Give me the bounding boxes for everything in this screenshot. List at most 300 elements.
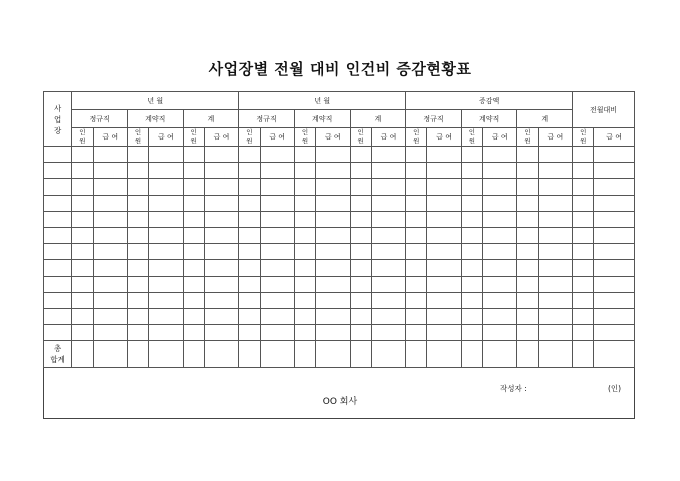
table-cell[interactable] <box>350 325 371 341</box>
table-cell[interactable] <box>260 195 294 211</box>
table-cell[interactable] <box>204 211 238 227</box>
table-cell[interactable] <box>461 163 482 179</box>
table-cell[interactable] <box>483 244 517 260</box>
unit-people: 인 원 <box>127 128 148 147</box>
table-cell[interactable] <box>371 325 405 341</box>
table-cell[interactable] <box>594 195 635 211</box>
table-cell[interactable] <box>260 276 294 292</box>
table-cell[interactable] <box>316 244 350 260</box>
table-cell[interactable] <box>538 325 572 341</box>
table-cell[interactable] <box>183 260 204 276</box>
table-cell[interactable] <box>517 147 538 163</box>
table-cell[interactable] <box>350 260 371 276</box>
unit-people: 인 원 <box>573 128 594 147</box>
table-cell[interactable] <box>573 179 594 195</box>
table-cell[interactable] <box>316 147 350 163</box>
table-cell[interactable] <box>461 211 482 227</box>
table-cell[interactable] <box>260 179 294 195</box>
table-cell[interactable] <box>483 276 517 292</box>
unit-people: 인 원 <box>72 128 93 147</box>
table-cell[interactable] <box>127 211 148 227</box>
group-change: 증감액 <box>406 92 573 110</box>
table-cell[interactable] <box>517 276 538 292</box>
table-cell[interactable] <box>239 211 260 227</box>
table-cell[interactable] <box>149 195 183 211</box>
table-cell[interactable] <box>350 276 371 292</box>
subheader-contract: 계약직 <box>294 110 350 128</box>
table-cell[interactable] <box>573 308 594 324</box>
total-cell[interactable] <box>316 341 350 368</box>
table-cell[interactable] <box>260 260 294 276</box>
table-cell[interactable] <box>239 195 260 211</box>
table-cell[interactable] <box>149 325 183 341</box>
table-cell[interactable] <box>371 211 405 227</box>
table-cell[interactable] <box>204 179 238 195</box>
total-cell[interactable] <box>538 341 572 368</box>
total-cell[interactable] <box>427 341 461 368</box>
table-cell[interactable] <box>573 325 594 341</box>
table-cell[interactable] <box>44 276 72 292</box>
table-cell[interactable] <box>427 276 461 292</box>
table-cell[interactable] <box>573 260 594 276</box>
table-cell[interactable] <box>427 292 461 308</box>
table-cell[interactable] <box>127 195 148 211</box>
table-cell[interactable] <box>72 276 93 292</box>
table-cell[interactable] <box>371 308 405 324</box>
table-cell[interactable] <box>483 179 517 195</box>
table-cell[interactable] <box>538 195 572 211</box>
table-cell[interactable] <box>93 276 127 292</box>
table-cell[interactable] <box>260 308 294 324</box>
table-cell[interactable] <box>294 276 315 292</box>
table-cell[interactable] <box>204 292 238 308</box>
table-cell[interactable] <box>127 147 148 163</box>
table-cell[interactable] <box>149 163 183 179</box>
table-cell[interactable] <box>461 260 482 276</box>
table-cell[interactable] <box>594 211 635 227</box>
table-row <box>44 276 635 292</box>
table-cell[interactable] <box>44 147 72 163</box>
table-cell[interactable] <box>127 292 148 308</box>
table-cell[interactable] <box>517 292 538 308</box>
table-cell[interactable] <box>183 227 204 243</box>
table-cell[interactable] <box>350 227 371 243</box>
table-cell[interactable] <box>427 260 461 276</box>
table-row <box>44 179 635 195</box>
writer-label: 작성자 : <box>500 384 527 393</box>
total-cell[interactable] <box>483 341 517 368</box>
group-prev-month: 년 월 <box>239 92 406 110</box>
table-cell[interactable] <box>239 325 260 341</box>
table-cell[interactable] <box>127 308 148 324</box>
table-cell[interactable] <box>44 325 72 341</box>
table-cell[interactable] <box>461 325 482 341</box>
unit-people: 인 원 <box>350 128 371 147</box>
table-cell[interactable] <box>183 292 204 308</box>
table-cell[interactable] <box>406 211 427 227</box>
table-cell[interactable] <box>44 292 72 308</box>
table-cell[interactable] <box>538 260 572 276</box>
table-cell[interactable] <box>93 227 127 243</box>
table-cell[interactable] <box>183 195 204 211</box>
table-cell[interactable] <box>538 276 572 292</box>
table-cell[interactable] <box>427 227 461 243</box>
table-cell[interactable] <box>461 276 482 292</box>
table-cell[interactable] <box>127 276 148 292</box>
table-cell[interactable] <box>44 308 72 324</box>
table-cell[interactable] <box>204 260 238 276</box>
seal-label: (인) <box>608 384 622 393</box>
unit-people: 인 원 <box>294 128 315 147</box>
table-cell[interactable] <box>149 260 183 276</box>
table-cell[interactable] <box>316 163 350 179</box>
table-cell[interactable] <box>371 163 405 179</box>
table-cell[interactable] <box>239 227 260 243</box>
table-cell[interactable] <box>573 292 594 308</box>
table-cell[interactable] <box>573 163 594 179</box>
table-cell[interactable] <box>183 179 204 195</box>
table-cell[interactable] <box>239 308 260 324</box>
table-cell[interactable] <box>483 308 517 324</box>
table-cell[interactable] <box>594 227 635 243</box>
total-cell[interactable] <box>260 341 294 368</box>
table-cell[interactable] <box>72 195 93 211</box>
table-cell[interactable] <box>483 227 517 243</box>
table-cell[interactable] <box>149 244 183 260</box>
table-cell[interactable] <box>427 308 461 324</box>
table-cell[interactable] <box>427 147 461 163</box>
table-cell[interactable] <box>204 163 238 179</box>
table-cell[interactable] <box>517 227 538 243</box>
table-cell[interactable] <box>371 276 405 292</box>
table-cell[interactable] <box>204 195 238 211</box>
table-cell[interactable] <box>316 195 350 211</box>
table-cell[interactable] <box>260 292 294 308</box>
table-cell[interactable] <box>594 276 635 292</box>
subheader-contract: 계약직 <box>127 110 183 128</box>
total-cell[interactable] <box>594 341 635 368</box>
table-cell[interactable] <box>294 244 315 260</box>
table-cell[interactable] <box>127 179 148 195</box>
table-cell[interactable] <box>538 163 572 179</box>
table-cell[interactable] <box>461 308 482 324</box>
table-cell[interactable] <box>260 163 294 179</box>
table-cell[interactable] <box>239 147 260 163</box>
company-name: OO 회사 <box>322 397 358 407</box>
table-cell[interactable] <box>239 292 260 308</box>
table-cell[interactable] <box>93 325 127 341</box>
table-cell[interactable] <box>239 244 260 260</box>
total-cell[interactable] <box>406 341 427 368</box>
table-cell[interactable] <box>44 211 72 227</box>
table-cell[interactable] <box>427 211 461 227</box>
total-cell[interactable] <box>371 341 405 368</box>
table-cell[interactable] <box>294 147 315 163</box>
table-cell[interactable] <box>260 227 294 243</box>
table-cell[interactable] <box>483 260 517 276</box>
table-cell[interactable] <box>183 211 204 227</box>
table-cell[interactable] <box>406 260 427 276</box>
table-cell[interactable] <box>294 179 315 195</box>
table-cell[interactable] <box>517 163 538 179</box>
subheader-contract: 계약직 <box>461 110 517 128</box>
table-cell[interactable] <box>72 227 93 243</box>
table-cell[interactable] <box>316 325 350 341</box>
subheader-total: 계 <box>183 110 239 128</box>
table-cell[interactable] <box>93 260 127 276</box>
table-cell[interactable] <box>294 211 315 227</box>
table-cell[interactable] <box>93 195 127 211</box>
total-cell[interactable] <box>183 341 204 368</box>
table-cell[interactable] <box>127 325 148 341</box>
table-cell[interactable] <box>538 211 572 227</box>
table-cell[interactable] <box>427 244 461 260</box>
table-cell[interactable] <box>149 147 183 163</box>
table-cell[interactable] <box>127 260 148 276</box>
table-cell[interactable] <box>72 211 93 227</box>
table-cell[interactable] <box>483 292 517 308</box>
table-cell[interactable] <box>517 211 538 227</box>
table-cell[interactable] <box>72 325 93 341</box>
table-cell[interactable] <box>183 147 204 163</box>
table-cell[interactable] <box>44 260 72 276</box>
table-cell[interactable] <box>44 244 72 260</box>
table-cell[interactable] <box>72 244 93 260</box>
table-cell[interactable] <box>350 163 371 179</box>
table-cell[interactable] <box>294 163 315 179</box>
table-cell[interactable] <box>72 147 93 163</box>
table-cell[interactable] <box>183 308 204 324</box>
table-cell[interactable] <box>594 308 635 324</box>
unit-pay: 급 여 <box>316 128 350 147</box>
table-cell[interactable] <box>371 179 405 195</box>
table-cell[interactable] <box>72 260 93 276</box>
total-cell[interactable] <box>149 341 183 368</box>
table-cell[interactable] <box>427 179 461 195</box>
table-cell[interactable] <box>149 227 183 243</box>
table-cell[interactable] <box>204 276 238 292</box>
table-cell[interactable] <box>461 147 482 163</box>
table-cell[interactable] <box>594 260 635 276</box>
table-cell[interactable] <box>406 292 427 308</box>
table-cell[interactable] <box>406 147 427 163</box>
table-cell[interactable] <box>573 195 594 211</box>
table-cell[interactable] <box>538 179 572 195</box>
table-cell[interactable] <box>371 292 405 308</box>
table-row <box>44 227 635 243</box>
table-cell[interactable] <box>149 276 183 292</box>
table-cell[interactable] <box>127 227 148 243</box>
table-cell[interactable] <box>594 292 635 308</box>
table-cell[interactable] <box>573 211 594 227</box>
unit-people: 인 원 <box>406 128 427 147</box>
table-cell[interactable] <box>93 244 127 260</box>
table-cell[interactable] <box>517 195 538 211</box>
table-cell[interactable] <box>594 244 635 260</box>
table-cell[interactable] <box>316 260 350 276</box>
table-cell[interactable] <box>406 325 427 341</box>
table-cell[interactable] <box>594 179 635 195</box>
table-cell[interactable] <box>183 244 204 260</box>
table-cell[interactable] <box>350 292 371 308</box>
table-cell[interactable] <box>316 276 350 292</box>
table-cell[interactable] <box>260 147 294 163</box>
unit-people: 인 원 <box>183 128 204 147</box>
table-cell[interactable] <box>350 308 371 324</box>
table-cell[interactable] <box>538 244 572 260</box>
table-cell[interactable] <box>204 308 238 324</box>
table-cell[interactable] <box>44 195 72 211</box>
table-cell[interactable] <box>239 260 260 276</box>
table-cell[interactable] <box>350 244 371 260</box>
table-cell[interactable] <box>483 195 517 211</box>
table-cell[interactable] <box>72 292 93 308</box>
table-cell[interactable] <box>461 244 482 260</box>
table-cell[interactable] <box>483 211 517 227</box>
table-cell[interactable] <box>260 211 294 227</box>
table-cell[interactable] <box>573 227 594 243</box>
total-cell[interactable] <box>294 341 315 368</box>
table-cell[interactable] <box>316 308 350 324</box>
table-cell[interactable] <box>573 276 594 292</box>
table-cell[interactable] <box>406 308 427 324</box>
table-cell[interactable] <box>44 179 72 195</box>
table-cell[interactable] <box>260 325 294 341</box>
table-cell[interactable] <box>461 179 482 195</box>
table-cell[interactable] <box>371 147 405 163</box>
table-cell[interactable] <box>483 163 517 179</box>
table-cell[interactable] <box>149 211 183 227</box>
table-cell[interactable] <box>517 244 538 260</box>
table-cell[interactable] <box>483 325 517 341</box>
table-cell[interactable] <box>316 211 350 227</box>
table-cell[interactable] <box>461 227 482 243</box>
table-cell[interactable] <box>427 325 461 341</box>
table-cell[interactable] <box>406 244 427 260</box>
table-cell[interactable] <box>149 308 183 324</box>
table-cell[interactable] <box>517 179 538 195</box>
table-cell[interactable] <box>294 308 315 324</box>
table-cell[interactable] <box>93 179 127 195</box>
table-cell[interactable] <box>239 163 260 179</box>
table-cell[interactable] <box>93 211 127 227</box>
table-cell[interactable] <box>594 325 635 341</box>
table-cell[interactable] <box>406 276 427 292</box>
table-cell[interactable] <box>93 292 127 308</box>
total-cell[interactable] <box>517 341 538 368</box>
table-cell[interactable] <box>44 227 72 243</box>
table-cell[interactable] <box>72 308 93 324</box>
table-cell[interactable] <box>350 147 371 163</box>
unit-pay: 급 여 <box>538 128 572 147</box>
table-cell[interactable] <box>260 244 294 260</box>
table-cell[interactable] <box>594 147 635 163</box>
table-cell[interactable] <box>127 163 148 179</box>
table-cell[interactable] <box>517 308 538 324</box>
table-cell[interactable] <box>316 227 350 243</box>
total-cell[interactable] <box>127 341 148 368</box>
total-cell[interactable] <box>573 341 594 368</box>
table-row <box>44 260 635 276</box>
table-cell[interactable] <box>294 260 315 276</box>
table-row <box>44 163 635 179</box>
subheader-regular: 정규직 <box>72 110 128 128</box>
table-cell[interactable] <box>406 227 427 243</box>
table-cell[interactable] <box>517 260 538 276</box>
total-cell[interactable] <box>93 341 127 368</box>
table-cell[interactable] <box>183 325 204 341</box>
table-cell[interactable] <box>316 179 350 195</box>
table-cell[interactable] <box>93 147 127 163</box>
table-cell[interactable] <box>573 147 594 163</box>
table-cell[interactable] <box>517 325 538 341</box>
table-cell[interactable] <box>183 276 204 292</box>
table-cell[interactable] <box>204 325 238 341</box>
table-cell[interactable] <box>461 195 482 211</box>
table-cell[interactable] <box>573 244 594 260</box>
table-cell[interactable] <box>93 308 127 324</box>
table-cell[interactable] <box>371 195 405 211</box>
table-cell[interactable] <box>350 195 371 211</box>
table-cell[interactable] <box>72 179 93 195</box>
table-cell[interactable] <box>294 195 315 211</box>
table-cell[interactable] <box>239 179 260 195</box>
table-cell[interactable] <box>406 163 427 179</box>
table-cell[interactable] <box>239 276 260 292</box>
table-cell[interactable] <box>461 292 482 308</box>
total-cell[interactable] <box>461 341 482 368</box>
table-cell[interactable] <box>149 292 183 308</box>
table-cell[interactable] <box>538 227 572 243</box>
table-cell[interactable] <box>294 325 315 341</box>
total-cell[interactable] <box>239 341 260 368</box>
table-cell[interactable] <box>294 292 315 308</box>
table-cell[interactable] <box>294 227 315 243</box>
table-cell[interactable] <box>93 163 127 179</box>
table-cell[interactable] <box>427 195 461 211</box>
table-cell[interactable] <box>538 308 572 324</box>
table-cell[interactable] <box>316 292 350 308</box>
table-cell[interactable] <box>483 147 517 163</box>
unit-pay: 급 여 <box>594 128 635 147</box>
table-cell[interactable] <box>127 244 148 260</box>
total-cell[interactable] <box>350 341 371 368</box>
table-cell[interactable] <box>204 147 238 163</box>
table-cell[interactable] <box>427 163 461 179</box>
table-cell[interactable] <box>371 260 405 276</box>
table-cell[interactable] <box>406 195 427 211</box>
table-cell[interactable] <box>72 163 93 179</box>
unit-pay: 급 여 <box>204 128 238 147</box>
table-cell[interactable] <box>149 179 183 195</box>
table-cell[interactable] <box>350 211 371 227</box>
table-cell[interactable] <box>183 163 204 179</box>
total-label: 총 합계 <box>44 341 72 368</box>
table-cell[interactable] <box>406 179 427 195</box>
table-cell[interactable] <box>371 227 405 243</box>
total-cell[interactable] <box>204 341 238 368</box>
table-cell[interactable] <box>204 227 238 243</box>
table-cell[interactable] <box>371 244 405 260</box>
table-row <box>44 211 635 227</box>
table-cell[interactable] <box>204 244 238 260</box>
table-cell[interactable] <box>44 163 72 179</box>
table-cell[interactable] <box>594 163 635 179</box>
table-cell[interactable] <box>538 292 572 308</box>
table-cell[interactable] <box>538 147 572 163</box>
table-cell[interactable] <box>350 179 371 195</box>
total-cell[interactable] <box>72 341 93 368</box>
